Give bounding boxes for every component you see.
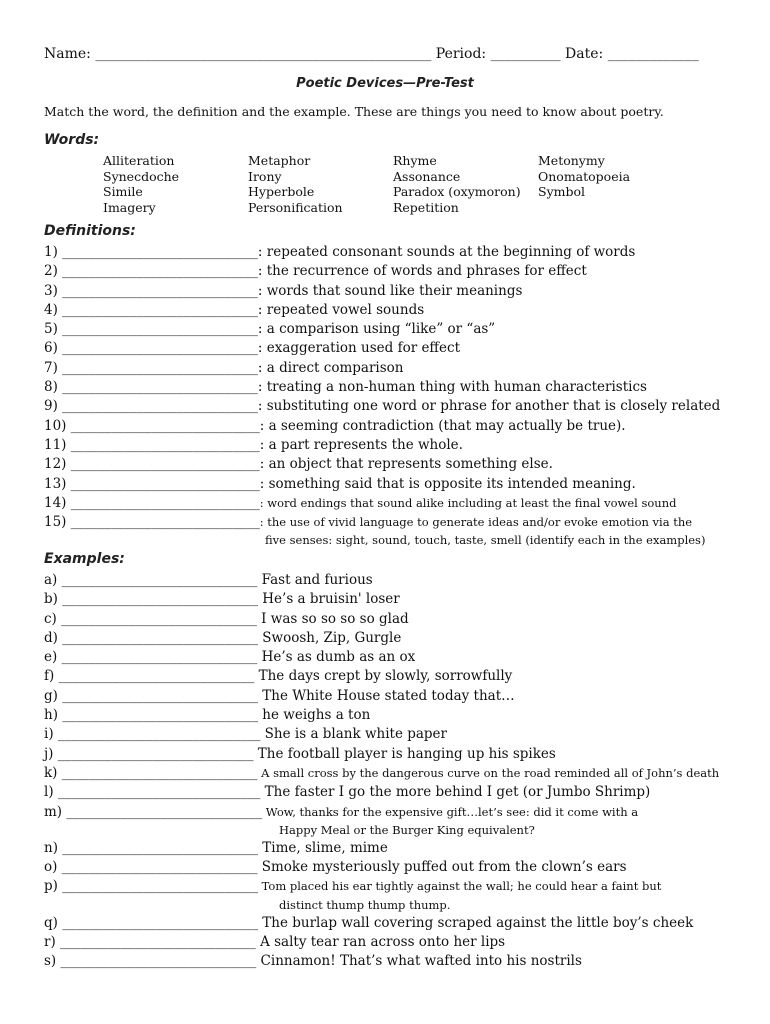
name-label: Name: (44, 46, 91, 62)
word-bank-item: Imagery (103, 199, 156, 215)
definition-text: : a seeming contradiction (that may actually be true). (259, 417, 626, 434)
word-bank-item: Rhyme (393, 153, 437, 168)
answer-blank[interactable]: _____________________________ (61, 572, 258, 588)
answer-blank[interactable]: _____________________________ (62, 707, 259, 724)
answer-blank[interactable]: _____________________________ (62, 321, 258, 338)
definition-row: 1) _____________________________: repeated consonant sounds at the beginning of words (44, 244, 636, 260)
example-row: j) _____________________________ The football player is hanging up his spikes (44, 745, 556, 762)
answer-blank[interactable]: _____________________________ (62, 591, 258, 608)
example-row: p) _____________________________ Tom placed his ear tightly against the wall; he could hear a faint but (44, 878, 662, 895)
example-row: k) _____________________________ A small cross by the dangerous curve on the road reminded all of John’s death (44, 764, 720, 781)
word-bank-item: Metonymy (538, 153, 605, 168)
definition-text: : an object that represents something else. (259, 456, 553, 473)
definition-text: : a direct comparison (257, 359, 404, 376)
example-text: He’s as dumb as an ox (257, 649, 416, 666)
example-row: l) ______________________________ The faster I go the more behind I get (or Jumbo Shrimp) (44, 784, 651, 801)
definition-text: : words that sound like their meanings (257, 282, 523, 299)
definition-row: 14) ____________________________: word endings that sound alike including at least the final vowel sound (44, 494, 677, 511)
definitions-list (44, 243, 720, 549)
definition-row: 5) _____________________________: a comparison using “like” or “as” (44, 321, 496, 338)
example-text: The faster I go the more behind I get (or Jumbo Shrimp) (260, 784, 651, 801)
answer-blank[interactable]: ____________________________ (70, 436, 260, 453)
answer-blank[interactable]: _____________________________ (62, 839, 259, 856)
word-bank-item: Hyperbole (248, 184, 315, 199)
example-text: Tom placed his ear tightly against the wall; he could hear a faint but (257, 879, 662, 894)
definition-row: 2) _____________________________: the recurrence of words and phrases for effect (44, 263, 587, 280)
word-bank-item: Assonance (393, 168, 461, 184)
definition-row: 8) _____________________________: treating a non-human thing with human characteristics (44, 379, 647, 396)
definition-text: : word endings that sound alike including at least the final vowel sound (259, 495, 677, 510)
word-bank-item: Onomatopoeia (538, 168, 631, 184)
definition-text: : substituting one word or phrase for another that is closely related (257, 398, 721, 415)
word-bank-item: Simile (103, 184, 143, 199)
word-bank-item: Personification (248, 199, 343, 215)
example-row: o) _____________________________ Smoke mysteriously puffed out from the clown’s ears (44, 859, 627, 876)
definition-text: : something said that is opposite its intended meaning. (259, 475, 636, 492)
example-row: h) _____________________________ he weighs a ton (44, 707, 371, 724)
example-text: He’s a bruisin' loser (257, 591, 400, 608)
word-bank-item (538, 200, 683, 216)
answer-blank[interactable]: _____________________________ (62, 398, 258, 415)
answer-blank[interactable]: _____________________________ (60, 953, 257, 970)
word-bank-item: Alliteration (103, 153, 175, 168)
date-field[interactable]: _____________ (607, 46, 699, 62)
definitions-heading: Definitions: (44, 223, 136, 239)
example-row: d) _____________________________ Swoosh, Zip, Gurgle (44, 629, 402, 646)
example-row: s) _____________________________ Cinnamon! That’s what wafted into his nostrils (44, 953, 582, 970)
answer-blank[interactable]: _____________________________ (61, 649, 258, 666)
example-text: The days crept by slowly, sorrowfully (254, 668, 513, 685)
definition-text: : repeated consonant sounds at the beginning of words (257, 244, 636, 260)
page-title: Poetic Devices—Pre-Test (296, 76, 474, 91)
word-bank (103, 153, 683, 215)
definition-text: : exaggeration used for effect (257, 340, 460, 357)
answer-blank[interactable]: _____________________________ (61, 764, 258, 781)
answer-blank[interactable]: ____________________________ (70, 514, 260, 531)
example-text: A small cross by the dangerous curve on the road reminded all of John’s death (257, 765, 720, 780)
answer-blank[interactable]: _____________________________ (58, 668, 255, 685)
examples-heading: Examples: (44, 551, 125, 567)
answer-blank[interactable]: ____________________________ (70, 475, 260, 492)
definition-row: 9) _____________________________: substituting one word or phrase for another that is closely related (44, 398, 721, 415)
definition-text: : the use of vivid language to generate ideas and/or evoke emotion via the (259, 515, 693, 530)
example-row: b) _____________________________ He’s a bruisin' loser (44, 591, 400, 608)
example-text: Swoosh, Zip, Gurgle (257, 629, 402, 646)
example-text: Cinnamon! That’s what wafted into his nostrils (256, 953, 582, 970)
example-continuation: Happy Meal or the Burger King equivalent? (279, 822, 535, 837)
word-bank-item: Repetition (393, 199, 459, 215)
instructions: Match the word, the definition and the example. These are things you need to know about poetry. (44, 104, 664, 119)
answer-blank[interactable]: ____________________________ (70, 494, 260, 511)
definition-text: : the recurrence of words and phrases for effect (257, 263, 587, 280)
definition-text: : treating a non-human thing with human characteristics (257, 379, 647, 396)
period-field[interactable]: __________ (490, 46, 561, 62)
example-text: The football player is hanging up his spikes (253, 745, 556, 762)
answer-blank[interactable]: _____________________________ (62, 340, 258, 357)
definition-text: : a part represents the whole. (259, 436, 463, 453)
word-bank-item: Metaphor (248, 153, 311, 168)
answer-blank[interactable]: _____________________________ (60, 934, 256, 951)
example-row: r) _____________________________ A salty tear ran across onto her lips (44, 934, 506, 951)
answer-blank[interactable]: ______________________________ (57, 784, 261, 801)
example-text: I was so so so so glad (256, 610, 409, 627)
answer-blank[interactable]: _____________________________ (62, 244, 258, 260)
definition-row: 3) _____________________________: words that sound like their meanings (44, 282, 523, 299)
definition-row: 6) _____________________________: exaggeration used for effect (44, 340, 460, 357)
example-text: Fast and furious (257, 572, 373, 588)
word-bank-item: Irony (248, 168, 282, 184)
answer-blank[interactable]: _____________________________ (62, 282, 258, 299)
word-bank-item: Symbol (538, 184, 586, 199)
answer-blank[interactable]: _____________________________ (62, 629, 258, 646)
examples-list (44, 571, 719, 972)
answer-blank[interactable]: _____________________________ (62, 379, 258, 396)
example-text: The White House stated today that… (257, 687, 515, 704)
example-text: She is a blank white paper (260, 726, 448, 743)
definition-continuation: five senses: sight, sound, touch, taste, smell (identify each in the examples) (265, 533, 706, 548)
answer-blank[interactable]: ____________________________ (70, 417, 260, 434)
period-label: Period: (435, 46, 487, 62)
answer-blank[interactable]: _____________________________ (61, 610, 257, 627)
definition-row: 4) _____________________________: repeated vowel sounds (44, 301, 425, 318)
word-bank-item: Synecdoche (103, 168, 180, 184)
answer-blank[interactable]: _____________________________ (62, 263, 258, 280)
example-text: The burlap wall covering scraped against the little boy’s cheek (257, 914, 694, 931)
example-row: f) _____________________________ The days crept by slowly, sorrowfully (44, 668, 513, 685)
answer-blank[interactable]: _____________________________ (62, 687, 258, 704)
answer-blank[interactable]: ______________________________ (57, 726, 261, 743)
example-row: m) _____________________________ Wow, thanks for the expensive gift…let’s see: did it come with a (44, 803, 639, 820)
example-row: c) _____________________________ I was so so so so glad (44, 610, 409, 627)
example-row: i) ______________________________ She is a blank white paper (44, 726, 448, 743)
answer-blank[interactable]: _____________________________ (62, 359, 258, 376)
definition-row: 13) ____________________________: something said that is opposite its intended meaning. (44, 475, 636, 492)
answer-blank[interactable]: _____________________________ (62, 878, 258, 895)
example-row: q) _____________________________ The burlap wall covering scraped against the little boy’s cheek (44, 914, 694, 931)
definition-row: 11) ____________________________: a part represents the whole. (44, 436, 463, 453)
definition-row: 7) _____________________________: a direct comparison (44, 359, 404, 376)
word-bank-item: Paradox (oxymoron) (393, 184, 521, 199)
example-text: Wow, thanks for the expensive gift…let’s see: did it come with a (262, 804, 639, 819)
example-continuation: distinct thump thump thump. (279, 897, 451, 912)
example-row: n) _____________________________ Time, slime, mime (44, 839, 388, 856)
example-text: Smoke mysteriously puffed out from the clown’s ears (257, 859, 627, 876)
name-field[interactable]: ________________________________________________ (95, 46, 432, 62)
answer-blank[interactable]: _____________________________ (62, 301, 258, 318)
definition-row: 12) ____________________________: an object that represents something else. (44, 456, 553, 473)
example-text: he weighs a ton (258, 707, 371, 724)
definition-text: : repeated vowel sounds (257, 301, 425, 318)
definition-text: : a comparison using “like” or “as” (257, 321, 496, 338)
words-heading: Words: (44, 132, 100, 148)
example-row: e) _____________________________ He’s as dumb as an ox (44, 649, 416, 666)
answer-blank[interactable]: _____________________________ (66, 803, 263, 820)
answer-blank[interactable]: _____________________________ (62, 914, 258, 931)
example-row: a) _____________________________ Fast and furious (44, 572, 373, 588)
example-text: Time, slime, mime (258, 839, 388, 856)
example-row: g) _____________________________ The White House stated today that… (44, 687, 515, 704)
definition-row: 15) ____________________________: the use of vivid language to generate ideas and/or evoke emotion via the (44, 514, 693, 531)
definition-row: 10) ____________________________: a seeming contradiction (that may actually be true). (44, 417, 626, 434)
date-label: Date: (565, 46, 604, 62)
answer-blank[interactable]: _____________________________ (57, 745, 254, 762)
header (44, 46, 734, 62)
example-text: A salty tear ran across onto her lips (255, 934, 506, 951)
answer-blank[interactable]: ____________________________ (70, 456, 260, 473)
answer-blank[interactable]: _____________________________ (61, 859, 258, 876)
